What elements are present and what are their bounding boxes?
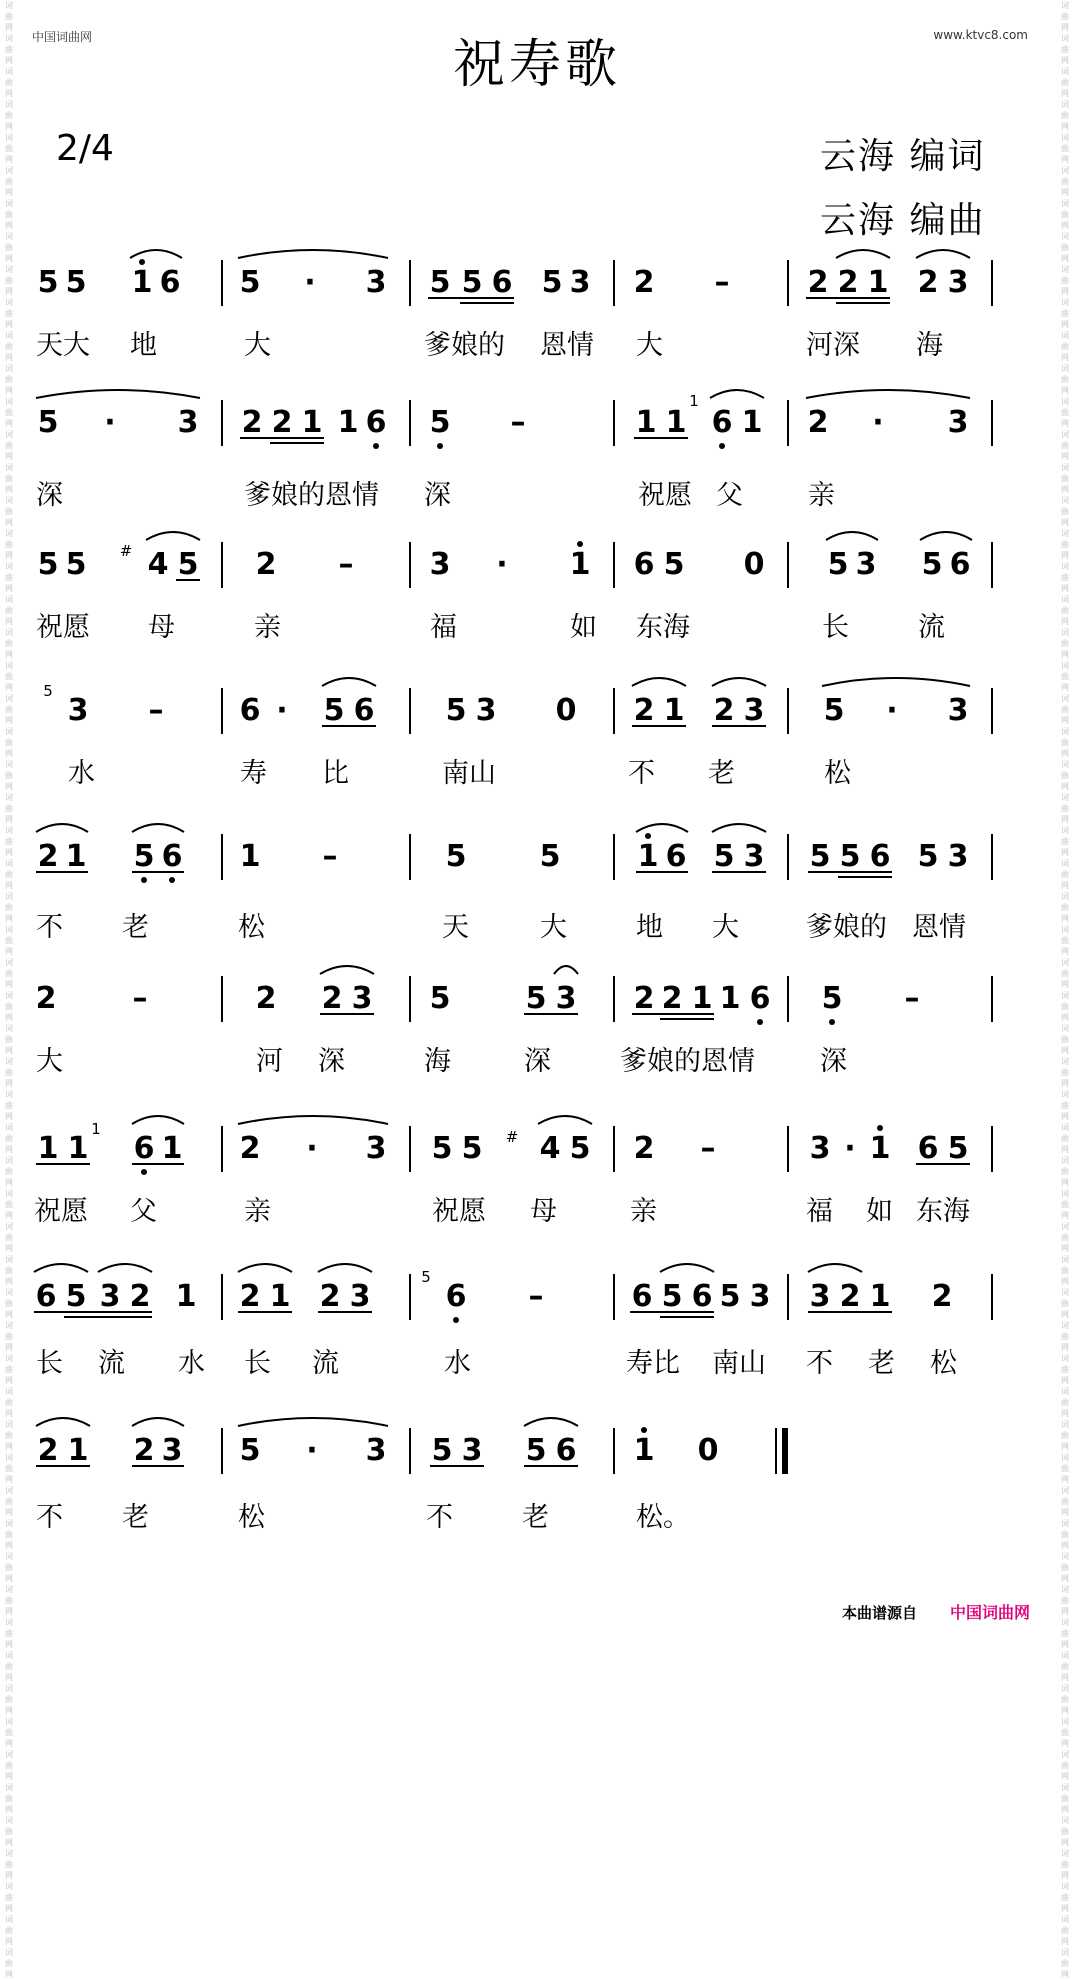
grace-note: 1 bbox=[689, 392, 699, 410]
note: 5 bbox=[429, 405, 451, 440]
note: 5 bbox=[461, 265, 483, 300]
note: 6 bbox=[749, 981, 771, 1016]
slur bbox=[320, 966, 374, 974]
note: 5 bbox=[445, 839, 467, 874]
note: 1 bbox=[37, 1131, 59, 1166]
note: · bbox=[306, 1433, 318, 1468]
slur bbox=[710, 390, 764, 398]
lyric: 不 bbox=[426, 1502, 453, 1533]
lyric: 水 bbox=[178, 1348, 205, 1379]
note: 2 bbox=[807, 405, 829, 440]
note: 3 bbox=[365, 265, 387, 300]
note: 3 bbox=[743, 693, 765, 728]
lyric: 深 bbox=[820, 1046, 847, 1077]
note: 6 bbox=[133, 1131, 155, 1166]
note: 5 bbox=[661, 1279, 683, 1314]
note: 1 bbox=[131, 265, 153, 300]
note: 2 bbox=[839, 1279, 861, 1314]
note: 5 bbox=[823, 693, 845, 728]
lyric: 长 bbox=[244, 1348, 271, 1379]
lyric: 松 bbox=[238, 912, 265, 943]
note: 6 bbox=[633, 547, 655, 582]
lyric: 大 bbox=[636, 330, 663, 361]
note: 1 bbox=[867, 265, 889, 300]
time-signature: 2/4 bbox=[56, 128, 114, 169]
lyric: 流 bbox=[98, 1348, 125, 1379]
slur bbox=[554, 966, 578, 974]
note: – bbox=[904, 981, 920, 1016]
lyric: 老 bbox=[708, 758, 735, 789]
note: 5 bbox=[239, 265, 261, 300]
slur bbox=[318, 1264, 372, 1272]
note: 2 bbox=[239, 1131, 261, 1166]
lyric: 流 bbox=[918, 612, 945, 643]
note: 2 bbox=[917, 265, 939, 300]
lyric: 亲 bbox=[244, 1196, 271, 1227]
note: 3 bbox=[365, 1131, 387, 1166]
note: 5 bbox=[431, 1131, 453, 1166]
slur bbox=[806, 390, 970, 398]
lyric: 亲 bbox=[808, 480, 835, 511]
note: 2 bbox=[633, 1131, 655, 1166]
song-title: 祝寿歌 bbox=[452, 35, 621, 95]
note: 5 bbox=[525, 981, 547, 1016]
note: 3 bbox=[365, 1433, 387, 1468]
lyric: 东海 bbox=[636, 612, 690, 643]
slur bbox=[836, 250, 890, 258]
note: 4 bbox=[147, 547, 169, 582]
note: 6 bbox=[949, 547, 971, 582]
note: 1 bbox=[65, 839, 87, 874]
note: 5 bbox=[323, 693, 345, 728]
lyric: 河深 bbox=[806, 330, 860, 361]
note: 5 bbox=[541, 265, 563, 300]
lyric: 松 bbox=[238, 1502, 265, 1533]
note: 5 bbox=[539, 839, 561, 874]
note: 5 bbox=[713, 839, 735, 874]
slur bbox=[636, 824, 688, 832]
footer-source-label: 本曲谱源自 bbox=[842, 1604, 918, 1622]
low-octave-dot bbox=[829, 1019, 835, 1025]
note: 0 bbox=[555, 693, 577, 728]
high-octave-dot bbox=[641, 1427, 647, 1433]
note: 2 bbox=[37, 839, 59, 874]
slur bbox=[822, 678, 970, 686]
low-octave-dot bbox=[373, 443, 379, 449]
note: 2 bbox=[633, 981, 655, 1016]
note: 2 bbox=[255, 981, 277, 1016]
low-octave-dot bbox=[141, 1169, 147, 1175]
note: 2 bbox=[931, 1279, 953, 1314]
lyric: 亲 bbox=[630, 1196, 657, 1227]
lyric: 爹娘的恩情 bbox=[244, 480, 379, 511]
note: 1 bbox=[635, 405, 657, 440]
note: 2 bbox=[713, 693, 735, 728]
site-url-header: www.ktvc8.com bbox=[933, 28, 1028, 42]
note: – bbox=[528, 1279, 544, 1314]
note: 6 bbox=[159, 265, 181, 300]
note: 5 bbox=[809, 839, 831, 874]
note: 1 bbox=[663, 693, 685, 728]
note: 5 bbox=[525, 1433, 547, 1468]
note: 1 bbox=[161, 1131, 183, 1166]
note: 2 bbox=[633, 693, 655, 728]
slur bbox=[34, 1264, 88, 1272]
lyric: 祝愿 bbox=[34, 1196, 88, 1227]
lyric: 如 bbox=[866, 1196, 893, 1227]
note: · bbox=[872, 405, 884, 440]
lyric: 长 bbox=[822, 612, 849, 643]
note: 2 bbox=[837, 265, 859, 300]
note: 6 bbox=[353, 693, 375, 728]
note: 5 bbox=[65, 1279, 87, 1314]
slur bbox=[36, 390, 200, 398]
lyric: 父 bbox=[130, 1196, 157, 1227]
note: 2 bbox=[271, 405, 293, 440]
lyric: 地 bbox=[130, 330, 157, 361]
note: 6 bbox=[691, 1279, 713, 1314]
note: 6 bbox=[239, 693, 261, 728]
note: 2 bbox=[241, 405, 263, 440]
note: 6 bbox=[665, 839, 687, 874]
note: 0 bbox=[743, 547, 765, 582]
lyric: 深 bbox=[424, 480, 451, 511]
watermark-left: 词曲网词曲网词曲网词曲网词曲网词曲网词曲网词曲网词曲网词曲网词曲网词曲网词曲网词曲网词曲网词曲网词曲网词曲网词曲网词曲网词曲网词曲网词曲网词曲网词曲网词曲网词曲网词曲网词曲网词曲网词曲网词曲网词曲网词曲网词曲网词曲网词曲网词曲网词曲网词曲网词曲网词曲网词曲网词曲网词曲网词曲网词曲网词曲网词曲网词曲网词曲网词曲网词曲网词曲网词曲网词曲网词曲网词曲网词曲网词曲网 bbox=[5, 1, 13, 1979]
note: – bbox=[132, 981, 148, 1016]
lyric: 恩情 bbox=[912, 912, 966, 943]
note: 3 bbox=[349, 1279, 371, 1314]
slur bbox=[538, 1116, 592, 1124]
lyric: 松 bbox=[824, 758, 851, 789]
note: – bbox=[714, 265, 730, 300]
slur bbox=[712, 678, 766, 686]
lyric: 祝愿 bbox=[432, 1196, 486, 1227]
lyric: 南山 bbox=[442, 758, 496, 789]
note: 1 bbox=[633, 1433, 655, 1468]
composer-credit: 云海 编曲 bbox=[820, 200, 986, 241]
slur bbox=[132, 1116, 184, 1124]
note: 5 bbox=[917, 839, 939, 874]
lyric: 海 bbox=[424, 1046, 451, 1077]
site-name-header: 中国词曲网 bbox=[32, 30, 93, 44]
lyric: 比 bbox=[322, 758, 349, 789]
note: 6 bbox=[35, 1279, 57, 1314]
lyric: 爹娘的 bbox=[424, 330, 505, 361]
lyric: 水 bbox=[68, 758, 95, 789]
grace-note: 1 bbox=[91, 1120, 101, 1138]
lyric: 大 bbox=[36, 1046, 63, 1077]
note: · bbox=[496, 547, 508, 582]
note: 6 bbox=[491, 265, 513, 300]
slur bbox=[130, 250, 182, 258]
note: 2 bbox=[129, 1279, 151, 1314]
note: 2 bbox=[633, 265, 655, 300]
note: 6 bbox=[161, 839, 183, 874]
slur bbox=[132, 824, 184, 832]
note: 3 bbox=[555, 981, 577, 1016]
lyric: 祝愿 bbox=[36, 612, 90, 643]
lyric: 爹娘的恩情 bbox=[620, 1046, 755, 1077]
note: 3 bbox=[99, 1279, 121, 1314]
lyric: 福 bbox=[806, 1196, 833, 1227]
lyric: 水 bbox=[444, 1348, 471, 1379]
note: 5 bbox=[569, 1131, 591, 1166]
lyric: 不 bbox=[628, 758, 655, 789]
lyric: 松。 bbox=[636, 1502, 690, 1533]
lyric: 河 bbox=[256, 1046, 283, 1077]
slur bbox=[826, 532, 878, 540]
low-octave-dot bbox=[141, 877, 147, 883]
lyric: 爹娘的 bbox=[806, 912, 887, 943]
note: 2 bbox=[133, 1433, 155, 1468]
note: – bbox=[510, 405, 526, 440]
lyric: 寿比 bbox=[626, 1348, 680, 1379]
lyric: 老 bbox=[522, 1502, 549, 1533]
lyric: 大 bbox=[540, 912, 567, 943]
note: 3 bbox=[161, 1433, 183, 1468]
note: 1 bbox=[569, 547, 591, 582]
lyric: 大 bbox=[244, 330, 271, 361]
slur bbox=[146, 532, 200, 540]
slur bbox=[632, 678, 686, 686]
final-barline-thick bbox=[782, 1428, 788, 1474]
note: 1 bbox=[67, 1433, 89, 1468]
lyric: 深 bbox=[318, 1046, 345, 1077]
slur bbox=[98, 1264, 152, 1272]
lyric: 南山 bbox=[712, 1348, 766, 1379]
note: 3 bbox=[947, 265, 969, 300]
lyric: 亲 bbox=[254, 612, 281, 643]
note: 3 bbox=[475, 693, 497, 728]
note: 1 bbox=[67, 1131, 89, 1166]
lyric: 东海 bbox=[916, 1196, 970, 1227]
high-octave-dot bbox=[139, 259, 145, 265]
lyric: 老 bbox=[122, 1502, 149, 1533]
slur bbox=[660, 1264, 714, 1272]
note: 5 bbox=[445, 693, 467, 728]
note: 3 bbox=[429, 547, 451, 582]
note: – bbox=[148, 693, 164, 728]
note: 5 bbox=[65, 547, 87, 582]
slur bbox=[524, 1418, 578, 1426]
lyric: 如 bbox=[570, 612, 597, 643]
note: 6 bbox=[365, 405, 387, 440]
note: 3 bbox=[947, 693, 969, 728]
note: 2 bbox=[37, 1433, 59, 1468]
high-octave-dot bbox=[877, 1125, 883, 1131]
note: 1 bbox=[665, 405, 687, 440]
lyric: 父 bbox=[716, 480, 743, 511]
note: 5 bbox=[239, 1433, 261, 1468]
lyric: 寿 bbox=[240, 758, 267, 789]
note: 5 bbox=[839, 839, 861, 874]
note: 5 bbox=[663, 547, 685, 582]
grace-note: # bbox=[119, 542, 133, 560]
grace-note: 5 bbox=[421, 1268, 431, 1286]
note: 3 bbox=[743, 839, 765, 874]
note: 1 bbox=[637, 839, 659, 874]
lyric: 大 bbox=[712, 912, 739, 943]
note: 5 bbox=[429, 265, 451, 300]
lyric: 母 bbox=[148, 612, 175, 643]
note: 4 bbox=[539, 1131, 561, 1166]
slur bbox=[132, 1418, 184, 1426]
high-octave-dot bbox=[645, 833, 651, 839]
watermark-right: 词曲网词曲网词曲网词曲网词曲网词曲网词曲网词曲网词曲网词曲网词曲网词曲网词曲网词曲网词曲网词曲网词曲网词曲网词曲网词曲网词曲网词曲网词曲网词曲网词曲网词曲网词曲网词曲网词曲网词曲网词曲网词曲网词曲网词曲网词曲网词曲网词曲网词曲网词曲网词曲网词曲网词曲网词曲网词曲网词曲网词曲网词曲网词曲网词曲网词曲网词曲网词曲网词曲网词曲网词曲网词曲网词曲网词曲网词曲网词曲网 bbox=[1061, 1, 1069, 1979]
lyric: 深 bbox=[524, 1046, 551, 1077]
lyric: 长 bbox=[36, 1348, 63, 1379]
slur bbox=[238, 1418, 388, 1426]
note: 3 bbox=[749, 1279, 771, 1314]
note: · bbox=[844, 1131, 856, 1166]
slur bbox=[808, 1264, 862, 1272]
slur bbox=[36, 1418, 90, 1426]
lyric: 天大 bbox=[36, 330, 90, 361]
note: 3 bbox=[569, 265, 591, 300]
lyric: 不 bbox=[806, 1348, 833, 1379]
lyric: 深 bbox=[36, 480, 63, 511]
lyric: 老 bbox=[868, 1348, 895, 1379]
note: 6 bbox=[445, 1279, 467, 1314]
lyric: 不 bbox=[36, 1502, 63, 1533]
lyric: 不 bbox=[36, 912, 63, 943]
note: 3 bbox=[809, 1279, 831, 1314]
note: – bbox=[338, 547, 354, 582]
low-octave-dot bbox=[757, 1019, 763, 1025]
note: – bbox=[322, 839, 338, 874]
slur bbox=[712, 824, 766, 832]
note: 3 bbox=[947, 839, 969, 874]
note: 1 bbox=[337, 405, 359, 440]
note: 3 bbox=[461, 1433, 483, 1468]
note: 1 bbox=[869, 1279, 891, 1314]
slur bbox=[238, 1264, 292, 1272]
slur bbox=[322, 678, 376, 686]
note: · bbox=[886, 693, 898, 728]
note: 5 bbox=[827, 547, 849, 582]
note: 3 bbox=[855, 547, 877, 582]
note: 1 bbox=[239, 839, 261, 874]
grace-note: # bbox=[505, 1128, 519, 1146]
note: 2 bbox=[807, 265, 829, 300]
low-octave-dot bbox=[719, 443, 725, 449]
slur bbox=[916, 250, 970, 258]
note: · bbox=[306, 1131, 318, 1166]
note: 0 bbox=[697, 1433, 719, 1468]
note: 6 bbox=[711, 405, 733, 440]
lyric: 福 bbox=[430, 612, 457, 643]
lyric: 天 bbox=[442, 912, 469, 943]
note: 5 bbox=[37, 547, 59, 582]
lyric: 海 bbox=[916, 330, 943, 361]
note: 5 bbox=[431, 1433, 453, 1468]
note: – bbox=[700, 1131, 716, 1166]
note: 3 bbox=[809, 1131, 831, 1166]
note: 6 bbox=[917, 1131, 939, 1166]
note: 3 bbox=[947, 405, 969, 440]
slur bbox=[920, 532, 972, 540]
note: 2 bbox=[255, 547, 277, 582]
note: 1 bbox=[741, 405, 763, 440]
note: 5 bbox=[177, 547, 199, 582]
note: 1 bbox=[301, 405, 323, 440]
note: 2 bbox=[661, 981, 683, 1016]
note: 5 bbox=[947, 1131, 969, 1166]
slur bbox=[36, 824, 88, 832]
note: 5 bbox=[65, 265, 87, 300]
low-octave-dot bbox=[169, 877, 175, 883]
lyric: 母 bbox=[530, 1196, 557, 1227]
lyric: 恩情 bbox=[540, 330, 594, 361]
note: 1 bbox=[869, 1131, 891, 1166]
note: 2 bbox=[321, 981, 343, 1016]
lyric: 松 bbox=[930, 1348, 957, 1379]
note: 3 bbox=[177, 405, 199, 440]
note: 1 bbox=[691, 981, 713, 1016]
note: 2 bbox=[319, 1279, 341, 1314]
note: 5 bbox=[37, 405, 59, 440]
note: 6 bbox=[869, 839, 891, 874]
note: 5 bbox=[133, 839, 155, 874]
low-octave-dot bbox=[453, 1317, 459, 1323]
note: 1 bbox=[175, 1279, 197, 1314]
note: 5 bbox=[821, 981, 843, 1016]
note: · bbox=[104, 405, 116, 440]
note: 5 bbox=[461, 1131, 483, 1166]
note: · bbox=[276, 693, 288, 728]
slur bbox=[238, 1116, 388, 1124]
note: 2 bbox=[239, 1279, 261, 1314]
note: 5 bbox=[921, 547, 943, 582]
lyric: 祝愿 bbox=[638, 480, 692, 511]
grace-note: 5 bbox=[43, 682, 53, 700]
note: 6 bbox=[555, 1433, 577, 1468]
note: 1 bbox=[269, 1279, 291, 1314]
lyric: 地 bbox=[636, 912, 663, 943]
note: 2 bbox=[35, 981, 57, 1016]
lyricist-credit: 云海 编词 bbox=[820, 136, 986, 177]
note: 3 bbox=[351, 981, 373, 1016]
footer-site-name[interactable]: 中国词曲网 bbox=[950, 1603, 1031, 1622]
note: · bbox=[304, 265, 316, 300]
note: 5 bbox=[719, 1279, 741, 1314]
note: 5 bbox=[37, 265, 59, 300]
note: 5 bbox=[429, 981, 451, 1016]
lyric: 流 bbox=[312, 1348, 339, 1379]
slur bbox=[238, 250, 388, 258]
note: 3 bbox=[67, 693, 89, 728]
low-octave-dot bbox=[437, 443, 443, 449]
high-octave-dot bbox=[577, 541, 583, 547]
note: 6 bbox=[631, 1279, 653, 1314]
lyric: 老 bbox=[122, 912, 149, 943]
note: 1 bbox=[719, 981, 741, 1016]
